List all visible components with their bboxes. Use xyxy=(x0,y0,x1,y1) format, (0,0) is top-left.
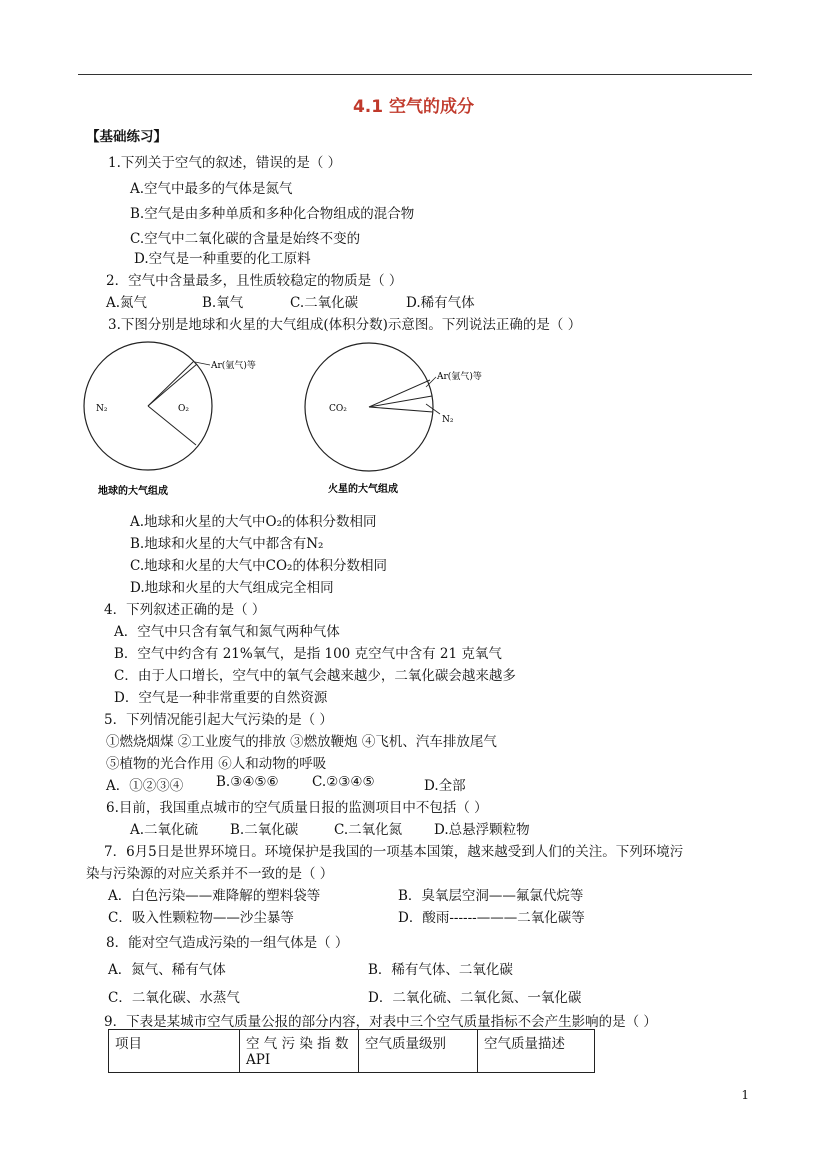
q3-option-a: A.地球和火星的大气中O₂的体积分数相同 xyxy=(130,514,377,530)
earth-ar-label: Ar(氩气)等 xyxy=(211,361,256,371)
q8-option-b: B．稀有气体、二氧化碳 xyxy=(368,962,513,978)
mars-caption: 火星的大气组成 xyxy=(328,484,398,495)
table-header-cell: 空气质量级别 xyxy=(359,1030,478,1073)
q2-stem: 2．空气中含量最多，且性质较稳定的物质是（ ） xyxy=(106,273,403,289)
earth-divider-2 xyxy=(148,364,197,406)
table-header-cell: 项目 xyxy=(109,1030,240,1073)
q7-option-c: C．吸入性颗粒物——沙尘暴等 xyxy=(108,910,294,926)
q6-option-d: D.总悬浮颗粒物 xyxy=(434,822,530,838)
q2-option-b: B.氧气 xyxy=(202,295,244,311)
q6-option-b: B.二氧化碳 xyxy=(230,822,299,838)
q5-option-d: D.全部 xyxy=(424,778,466,794)
q2-option-d: D.稀有气体 xyxy=(406,295,475,311)
q9-stem: 9．下表是某城市空气质量公报的部分内容，对表中三个空气质量指标不会产生影响的是（ ） xyxy=(104,1014,657,1030)
q4-stem: 4．下列叙述正确的是（ ） xyxy=(104,602,266,618)
q4-option-c: C．由于人口增长，空气中的氧气会越来越少，二氧化碳会越来越多 xyxy=(114,668,516,684)
q7-option-d: D．酸雨------———二氧化碳等 xyxy=(398,910,585,926)
q7-stem-line1: 7．6月5日是世界环境日。环境保护是我国的一项基本国策，越来越受到人们的关注。下列环境污 xyxy=(104,844,684,860)
q7-stem-line2: 染与污染源的对应关系并不一致的是（ ） xyxy=(86,866,334,882)
earth-caption: 地球的大气组成 xyxy=(98,486,168,497)
q8-option-d: D．二氧化硫、二氧化氮、一氧化碳 xyxy=(368,990,582,1006)
page-number: 1 xyxy=(741,1088,749,1102)
q3-option-c: C.地球和火星的大气中CO₂的体积分数相同 xyxy=(130,558,387,574)
q5-choices-line1: ①燃烧烟煤 ②工业废气的排放 ③燃放鞭炮 ④飞机、汽车排放尾气 xyxy=(106,734,497,750)
q3-stem: 3.下图分别是地球和火星的大气组成(体积分数)示意图。下列说法正确的是（ ） xyxy=(108,317,582,333)
q5-stem: 5．下列情况能引起大气污染的是（ ） xyxy=(104,712,333,728)
q5-option-a: A．①②③④ xyxy=(106,778,184,794)
q1-option-a: A.空气中最多的气体是氮气 xyxy=(130,181,293,197)
q5-option-b: B.③④⑤⑥ xyxy=(216,774,279,790)
air-quality-table xyxy=(108,1029,595,1073)
page-title: 4.1 空气的成分 xyxy=(352,97,475,117)
mars-divider-3 xyxy=(369,407,433,412)
mars-co2-label: CO₂ xyxy=(329,404,347,414)
table-header-cell: 空 气 污 染 指 数 API xyxy=(240,1030,359,1073)
q6-option-c: C.二氧化氮 xyxy=(334,822,403,838)
q2-option-c: C.二氧化碳 xyxy=(290,295,359,311)
earth-divider-1 xyxy=(148,361,194,406)
q4-option-b: B．空气中约含有 21%氧气，是指 100 克空气中含有 21 克氧气 xyxy=(114,646,502,662)
q3-option-d: D.地球和火星的大气组成完全相同 xyxy=(130,580,334,596)
q6-stem: 6.目前，我国重点城市的空气质量日报的监测项目中不包括（ ） xyxy=(106,800,488,816)
q1-option-c: C.空气中二氧化碳的含量是始终不变的 xyxy=(130,231,361,247)
q8-option-c: C．二氧化碳、水蒸气 xyxy=(108,990,240,1006)
earth-n2-label: N₂ xyxy=(96,404,108,414)
q7-option-b: B．臭氧层空洞——氟氯代烷等 xyxy=(398,888,584,904)
q1-option-d: D.空气是一种重要的化工原料 xyxy=(134,251,311,267)
q3-option-b: B.地球和火星的大气中都含有N₂ xyxy=(130,536,324,552)
q1-stem: 1.下列关于空气的叙述，错误的是（ ） xyxy=(108,155,342,171)
q4-option-d: D．空气是一种非常重要的自然资源 xyxy=(114,690,328,706)
section-heading: 【基础练习】 xyxy=(86,129,167,145)
q8-stem: 8．能对空气造成污染的一组气体是（ ） xyxy=(106,935,349,951)
q6-option-a: A.二氧化硫 xyxy=(130,822,199,838)
atmosphere-diagram xyxy=(76,340,546,500)
mars-ar-label: Ar(氩气)等 xyxy=(437,372,482,382)
q1-option-b: B.空气是由多种单质和多种化合物组成的混合物 xyxy=(130,206,415,222)
mars-divider-1 xyxy=(369,380,430,407)
q5-choices-line2: ⑤植物的光合作用 ⑥人和动物的呼吸 xyxy=(106,756,327,772)
q8-option-a: A．氮气、稀有气体 xyxy=(108,962,226,978)
mars-n2-label: N₂ xyxy=(442,415,454,425)
table-header-cell: 空气质量描述 xyxy=(478,1030,595,1073)
q5-option-c: C.②③④⑤ xyxy=(312,774,375,790)
mars-divider-2 xyxy=(369,396,432,407)
earth-o2-label: O₂ xyxy=(178,404,189,414)
header-rule xyxy=(78,74,752,75)
q4-option-a: A．空气中只含有氧气和氮气两种气体 xyxy=(114,624,340,640)
table-row xyxy=(109,1030,595,1073)
q7-option-a: A．白色污染——难降解的塑料袋等 xyxy=(108,888,321,904)
q2-option-a: A.氮气 xyxy=(106,295,148,311)
